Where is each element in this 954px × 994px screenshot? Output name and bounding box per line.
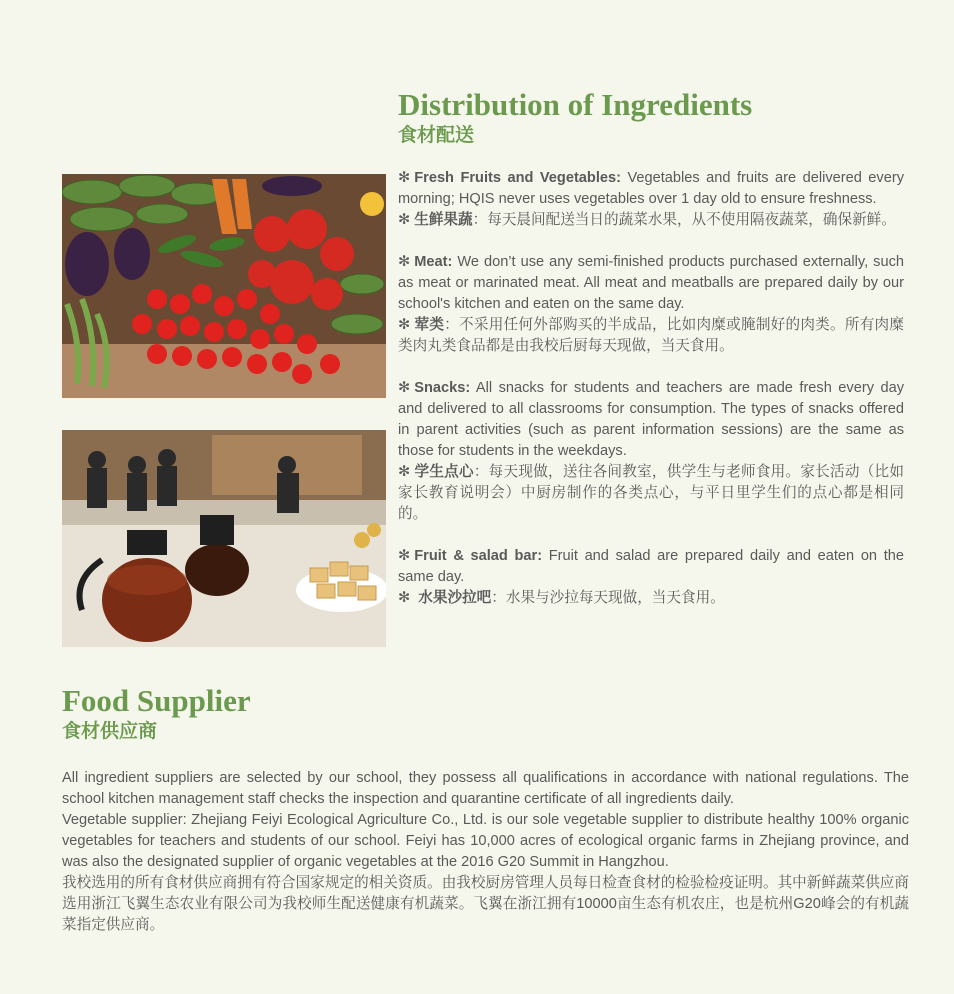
asterisk-icon: ✻	[398, 254, 411, 270]
snacks-illustration	[62, 430, 386, 647]
asterisk-icon: ✻	[398, 548, 411, 564]
item-text-zh: ：水果与沙拉每天现做，当天食用。	[491, 590, 725, 606]
item-text-en: We don’t use any semi-finished products purchased externally, such as meat or marinated meat. All meat and meatballs are prepared daily by our school's kitchen and eaten on the same day.	[398, 254, 904, 312]
supplier-paragraph-zh: 我校选用的所有食材供应商拥有符合国家规定的相关资质。由我校厨房管理人员每日检查食材的检验检疫证明。其中新鲜蔬菜供应商选用浙江飞翼生态农业有限公司为我校师生配送健康有机蔬菜。飞翼在浙江拥有10000亩生态有机农庄，也是杭州G20峰会的有机蔬菜指定供应商。	[62, 875, 909, 933]
vegetables-illustration	[62, 174, 386, 398]
supplier-heading	[62, 684, 251, 744]
item-label-zh: 学生点心	[414, 464, 474, 480]
item-label-en: Meat:	[414, 254, 453, 270]
item-en	[398, 546, 904, 588]
asterisk-icon: ✻	[398, 380, 411, 396]
asterisk-icon: ✻	[398, 317, 411, 333]
distribution-title-en: Distribution of Ingredients	[398, 87, 753, 122]
supplier-body	[62, 768, 909, 936]
supplier-title-en: Food Supplier	[62, 683, 251, 718]
asterisk-icon: ✻	[398, 590, 411, 606]
item-text-en: All snacks for students and teachers are made fresh every day and delivered to all classrooms for consumption. The types of snacks offered in parent activities (such as parent information sessions) are the same as those for students in the weekdays.	[398, 380, 904, 459]
item-label-zh: 水果沙拉吧	[414, 590, 492, 606]
asterisk-icon: ✻	[398, 464, 411, 480]
item-en	[398, 168, 904, 210]
item-label-en: Fruit & salad bar:	[414, 548, 543, 564]
item-text-zh: ：每天现做，送往各间教室，供学生与老师食用。家长活动（比如家长教育说明会）中厨房制作的各类点心，与平日里学生们的点心都是相同的。	[398, 464, 904, 522]
vegetables-photo	[62, 174, 386, 398]
item-label-zh: 荤类	[414, 317, 445, 333]
item-en	[398, 252, 904, 315]
supplier-title-zh: 食材供应商	[62, 720, 158, 742]
asterisk-icon: ✻	[398, 170, 411, 186]
distribution-heading	[398, 88, 752, 148]
asterisk-icon: ✻	[398, 212, 411, 228]
item-zh	[398, 315, 904, 357]
item-zh	[398, 588, 904, 609]
item-label-en: Fresh Fruits and Vegetables:	[414, 170, 621, 186]
item-en	[398, 378, 904, 462]
item-snacks	[398, 378, 904, 525]
item-text-en: Fruit and salad are prepared daily and eaten on the same day.	[398, 548, 904, 585]
snacks-photo	[62, 430, 386, 647]
item-zh	[398, 462, 904, 525]
supplier-paragraph-en-2: Vegetable supplier: Zhejiang Feiyi Ecological Agriculture Co., Ltd. is our sole vegetable supplier to distribute healthy 100% organic vegetables for teachers and students of our school. Feiyi has 10,000 acres of ecological organic farms in Zhejiang province, and was also the designated supplier of organic vegetables at the 2016 G20 Summit in Hangzhou.	[62, 812, 909, 870]
item-fresh-produce	[398, 168, 904, 231]
supplier-paragraph-en-1: All ingredient suppliers are selected by our school, they possess all qualifications in accordance with national regulations. The school kitchen management staff checks the inspection and quarantine certificate of all ingredients daily.	[62, 770, 909, 807]
distribution-title-zh: 食材配送	[398, 124, 475, 146]
item-text-zh: ：每天晨间配送当日的蔬菜水果，从不使用隔夜蔬菜，确保新鲜。	[472, 212, 896, 228]
item-salad-bar	[398, 546, 904, 609]
item-text-en: Vegetables and fruits are delivered every morning; HQIS never uses vegetables over 1 day old to ensure freshness.	[398, 170, 904, 207]
item-meat	[398, 252, 904, 357]
item-text-zh: ：不采用任何外部购买的半成品，比如肉糜或腌制好的肉类。所有肉糜类肉丸类食品都是由我校后厨每天现做，当天食用。	[398, 317, 904, 354]
distribution-body	[398, 168, 904, 609]
item-label-zh: 生鲜果蔬	[414, 212, 473, 228]
item-zh	[398, 210, 904, 231]
item-label-en: Snacks:	[414, 380, 471, 396]
